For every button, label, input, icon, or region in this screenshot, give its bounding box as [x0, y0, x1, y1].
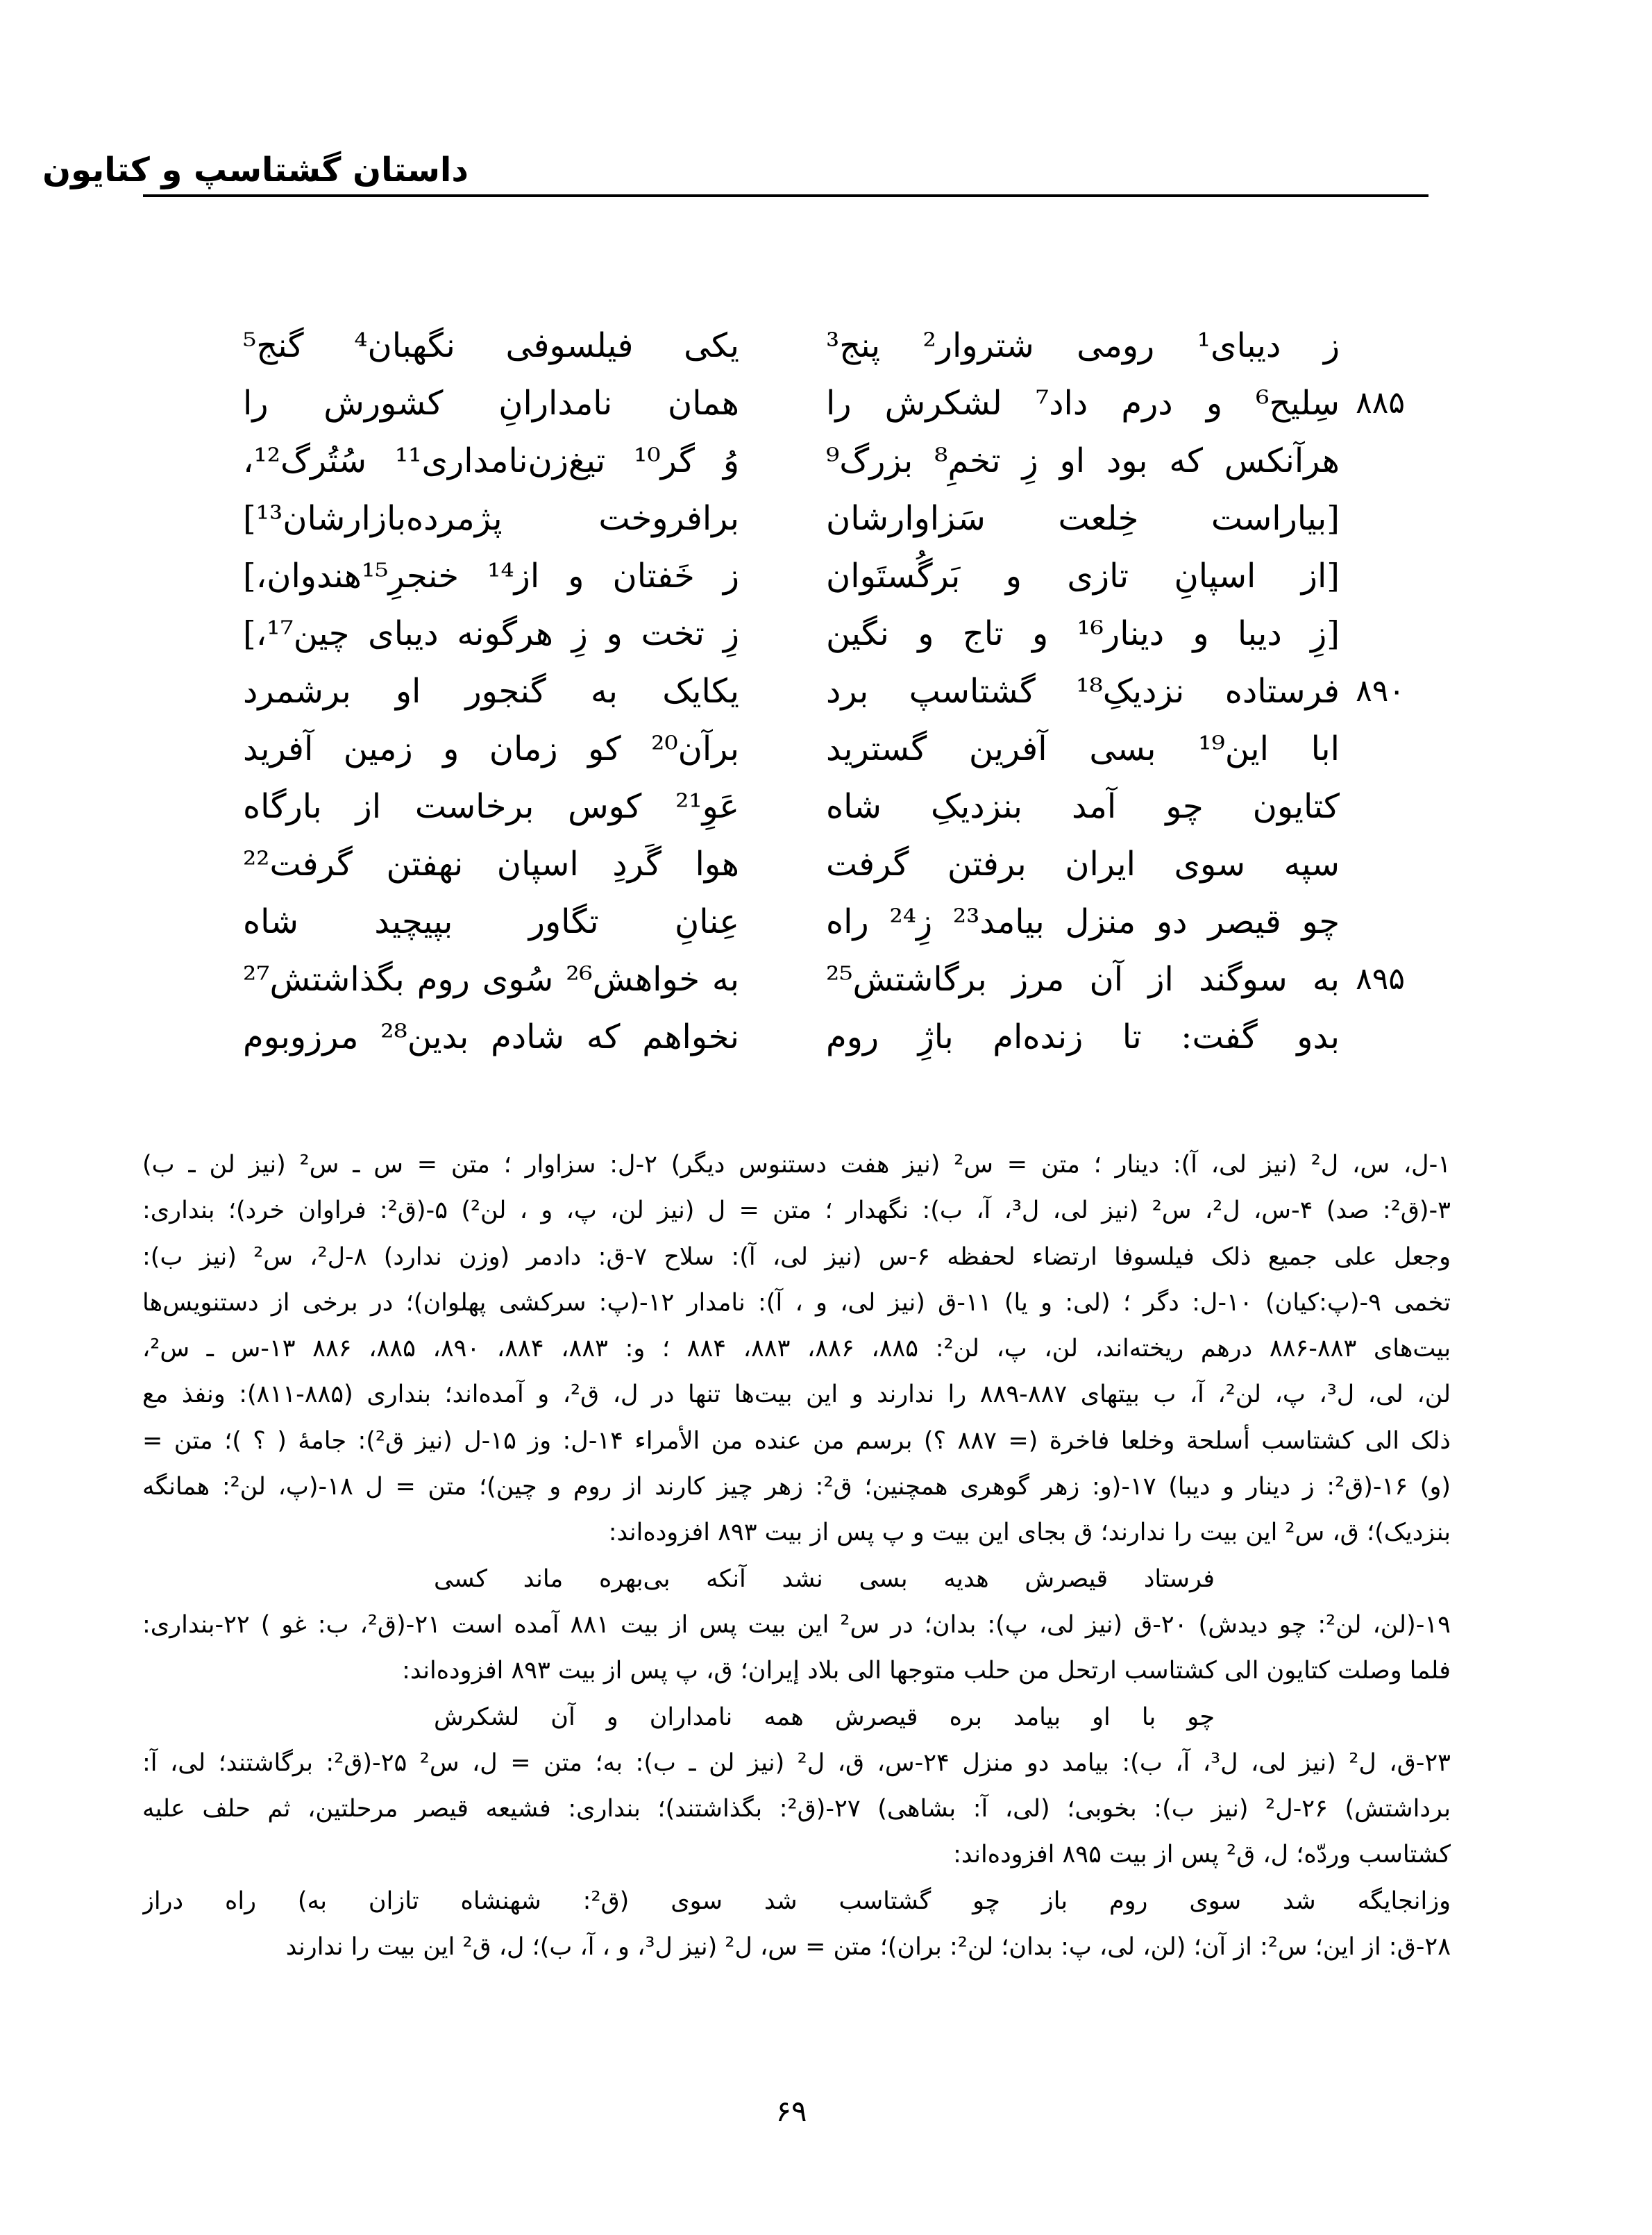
second-hemistich: همان نامدارانِ کشورش را	[243, 384, 739, 423]
verse-row	[0, 1007, 1652, 1065]
footnote-line: تخمی ۹-(پ:کیان) ۱۰-ل: دگر ؛ (لی: و یا) ۱۱-ق (نیز لی، و ، آ): نامدار ۱۲-(پ: سرکشی پهلوان)؛ در برخی از دستنویس‌ها	[142, 1288, 1451, 1317]
first-hemistich: فرستاده نزدیکِ¹⁸ گشتاسپ برد	[826, 672, 1340, 711]
second-hemistich: به خواهش²⁶ سُوی روم بگذاشتش²⁷	[243, 960, 739, 999]
header-rule	[143, 194, 1428, 197]
verse-row	[0, 431, 1652, 489]
first-hemistich: [از اسپانِ تازی و بَرگُستَوان	[826, 557, 1340, 596]
first-hemistich: [بیاراست خِلعت سَزاوارشان	[826, 499, 1340, 538]
second-hemistich: برافروخت پژمرده‌بازارشان¹³]	[243, 499, 739, 538]
footnote-line: کشتاسب وردّه؛ ل، ق² پس از بیت ۸۹۵ افزوده‌اند:	[953, 1841, 1451, 1869]
second-hemistich: هوا گَردِ اسپان نهفتن گرفت²²	[243, 845, 739, 884]
first-hemistich: ابا این¹⁹ بسی آفرین گسترید	[826, 729, 1340, 768]
second-hemistich: نخواهم که شادم بدین²⁸ مرزوبوم	[243, 1018, 740, 1056]
verse-row	[0, 316, 1652, 373]
footnote-line: ذلک الی کشتاسب أسلحة وخلعا فاخرة (= ۸۸۷ ؟) برسم من عنده من الأمراء ۱۴-ل: وز ۱۵-ل (نیز ق²): جامهٔ ( ؟ )؛ متن =	[142, 1426, 1451, 1455]
verse-row	[0, 373, 1652, 431]
quoted-verse: وزانجایگه شد سوی روم باز چو گشتاسب شد سوی (ق²: شهنشاه تازان به) راه دراز	[142, 1887, 1451, 1915]
quoted-verse: چو با او بیامد بره قیصرش همه نامداران و آن لشکرش	[434, 1703, 1215, 1731]
second-hemistich: زِ تخت و زِ هرگونه دیبای چین¹⁷،]	[243, 614, 739, 653]
footnote-line: لن، لی، ل³، پ، لن²، آ، ب بیتهای ۸۸۷-۸۸۹ را ندارند و این بیت‌ها تنها در ل، ق²، و آمده‌اند؛ بنداری (۸۸۵-۸۱۱): ونفذ مع	[142, 1381, 1451, 1409]
footnote-line: ۱۹-(لن، لن²: چو دیدش) ۲۰-ق (نیز لی، پ): بدان؛ در س² این بیت پس از بیت ۸۸۱ آمده است ۲۱-(ق²، ب: غو ) ۲۲-بنداری:	[142, 1610, 1451, 1639]
footnote-line: (و) ۱۶-(ق²: ز دینار و دیبا) ۱۷-(و: زهر گوهری همچنین؛ ق²: زهر چیز کارند از روم و چین)؛ متن = ل ۱۸-(پ، لن²: همانگه	[142, 1473, 1451, 1501]
first-hemistich: ز دیبای¹ رومی شتروار² پنج³	[826, 326, 1340, 365]
verse-row	[0, 546, 1652, 604]
second-hemistich: وُ گر¹⁰ تیغ‌زن‌نامداری¹¹ سُتُرگ¹²،	[243, 441, 739, 480]
verse-number: ۸۹۰	[1356, 673, 1405, 709]
poem-body	[0, 316, 1652, 1065]
verse-row	[0, 661, 1652, 719]
second-hemistich: یکایک به گنجور او برشمرد	[243, 672, 739, 711]
verse-row	[0, 719, 1652, 777]
running-title: داستان گشتاسپ و کتایون	[42, 151, 469, 189]
second-hemistich: عَوِ²¹ کوس برخاست از بارگاه	[243, 787, 739, 826]
first-hemistich: کتایون چو آمد بنزدیکِ شاه	[826, 787, 1340, 826]
verse-row	[0, 892, 1652, 950]
footnote-line: بیت‌های ۸۸۳-۸۸۶ درهم ریخته‌اند، لن، پ، لن²: ۸۸۵، ۸۸۶، ۸۸۳، ۸۸۴ ؛ و: ۸۸۳، ۸۸۴، ۸۹۰، ۸۸۵، ۸۸۶ ۱۳-س ـ س²،	[142, 1335, 1451, 1363]
first-hemistich: هرآنکس که بود او زِ تخمِ⁸ بزرگ⁹	[826, 441, 1340, 480]
footnote-line: ۱-ل، س، ل² (نیز لی، آ): دینار ؛ متن = س² (نیز هفت دستنوس دیگر) ۲-ل: سزاوار ؛ متن = س ـ س² (نیز لن ـ ب)	[142, 1151, 1451, 1179]
verse-row	[0, 777, 1652, 834]
page-number: ۶۹	[775, 2094, 807, 2128]
footnote-line: ۳-(ق²: صد) ۴-س، ل²، س² (نیز لی، ل³، آ، ب): نگهدار ؛ متن = ل (نیز لن، پ، و ، لن²) ۵-(ق²: فراوان خرد)؛ بنداری:	[142, 1197, 1451, 1225]
first-hemistich: [زِ دیبا و دینار¹⁶ و تاج و نگین	[826, 614, 1340, 653]
first-hemistich: سپه سوی ایران برفتن گرفت	[826, 845, 1340, 884]
first-hemistich: چو قیصر دو منزل بیامد²³ زِ²⁴ راه	[826, 902, 1340, 941]
first-hemistich: سِلیح⁶ و درم داد⁷ لشکرش را	[826, 384, 1340, 423]
second-hemistich: برآن²⁰ کو زمان و زمین آفرید	[243, 729, 739, 768]
second-hemistich: ز خَفتان و از¹⁴ خنجرِ¹⁵هندوان،]	[243, 557, 739, 596]
verse-number: ۸۸۵	[1356, 385, 1405, 421]
verse-row	[0, 489, 1652, 546]
verse-row	[0, 604, 1652, 661]
first-hemistich: بدو گفت: تا زنده‌ام باژِ روم	[826, 1018, 1340, 1056]
footnote-line: فلما وصلت کتایون الی کشتاسب ارتحل من حلب متوجها الی بلاد إیران؛ ق، پ پس از بیت ۸۹۳ افزوده‌اند:	[402, 1657, 1451, 1685]
first-hemistich: به سوگند از آن مرز برگاشتش²⁵	[826, 960, 1340, 999]
footnote-line: برداشتش) ۲۶-ل² (نیز ب): بخوبی؛ (لی، آ: بشاهی) ۲۷-(ق²: بگذاشتند)؛ بنداری: فشیعه قیصر مرحلتین، ثم حلف علیه	[142, 1795, 1451, 1823]
verse-row	[0, 834, 1652, 892]
quoted-verse: فرستاد قیصرش هدیه بسی نشد آنکه بی‌بهره ماند کسی	[434, 1564, 1215, 1593]
second-hemistich: یکی فیلسوفی نگهبان⁴ گنج⁵	[243, 326, 740, 365]
footnote-line: ۲۸-ق: از این؛ س²: از آن؛ (لن، لی، پ: بدان؛ لن²: بران)؛ متن = س، ل² (نیز ل³، و ، آ، ب)؛ ل، ق² این بیت را ندارند	[285, 1933, 1451, 1962]
verse-row	[0, 950, 1652, 1007]
footnotes	[142, 1142, 1451, 1970]
second-hemistich: عِنانِ تگاور بپیچید شاه	[243, 902, 739, 941]
footnote-line: بنزدیک)؛ ق، س² این بیت را ندارند؛ ق بجای این بیت و پ پس از بیت ۸۹۳ افزوده‌اند:	[608, 1519, 1451, 1547]
footnote-line: وجعل علی جمیع ذلک فیلسوفا ارتضاء لحفظه ۶-س (نیز لی، آ): سلاح ۷-ق: دادمر (وزن ندارد) ۸-ل²، س² (نیز ب):	[142, 1242, 1451, 1271]
verse-number: ۸۹۵	[1356, 961, 1405, 997]
footnote-line: ۲۳-ق، ل² (نیز لی، ل³، آ، ب): بیامد دو منزل ۲۴-س، ق، ل² (نیز لن ـ ب): به؛ متن = ل، س² ۲۵-(ق²: برگاشتند؛ لی، آ:	[142, 1748, 1451, 1777]
